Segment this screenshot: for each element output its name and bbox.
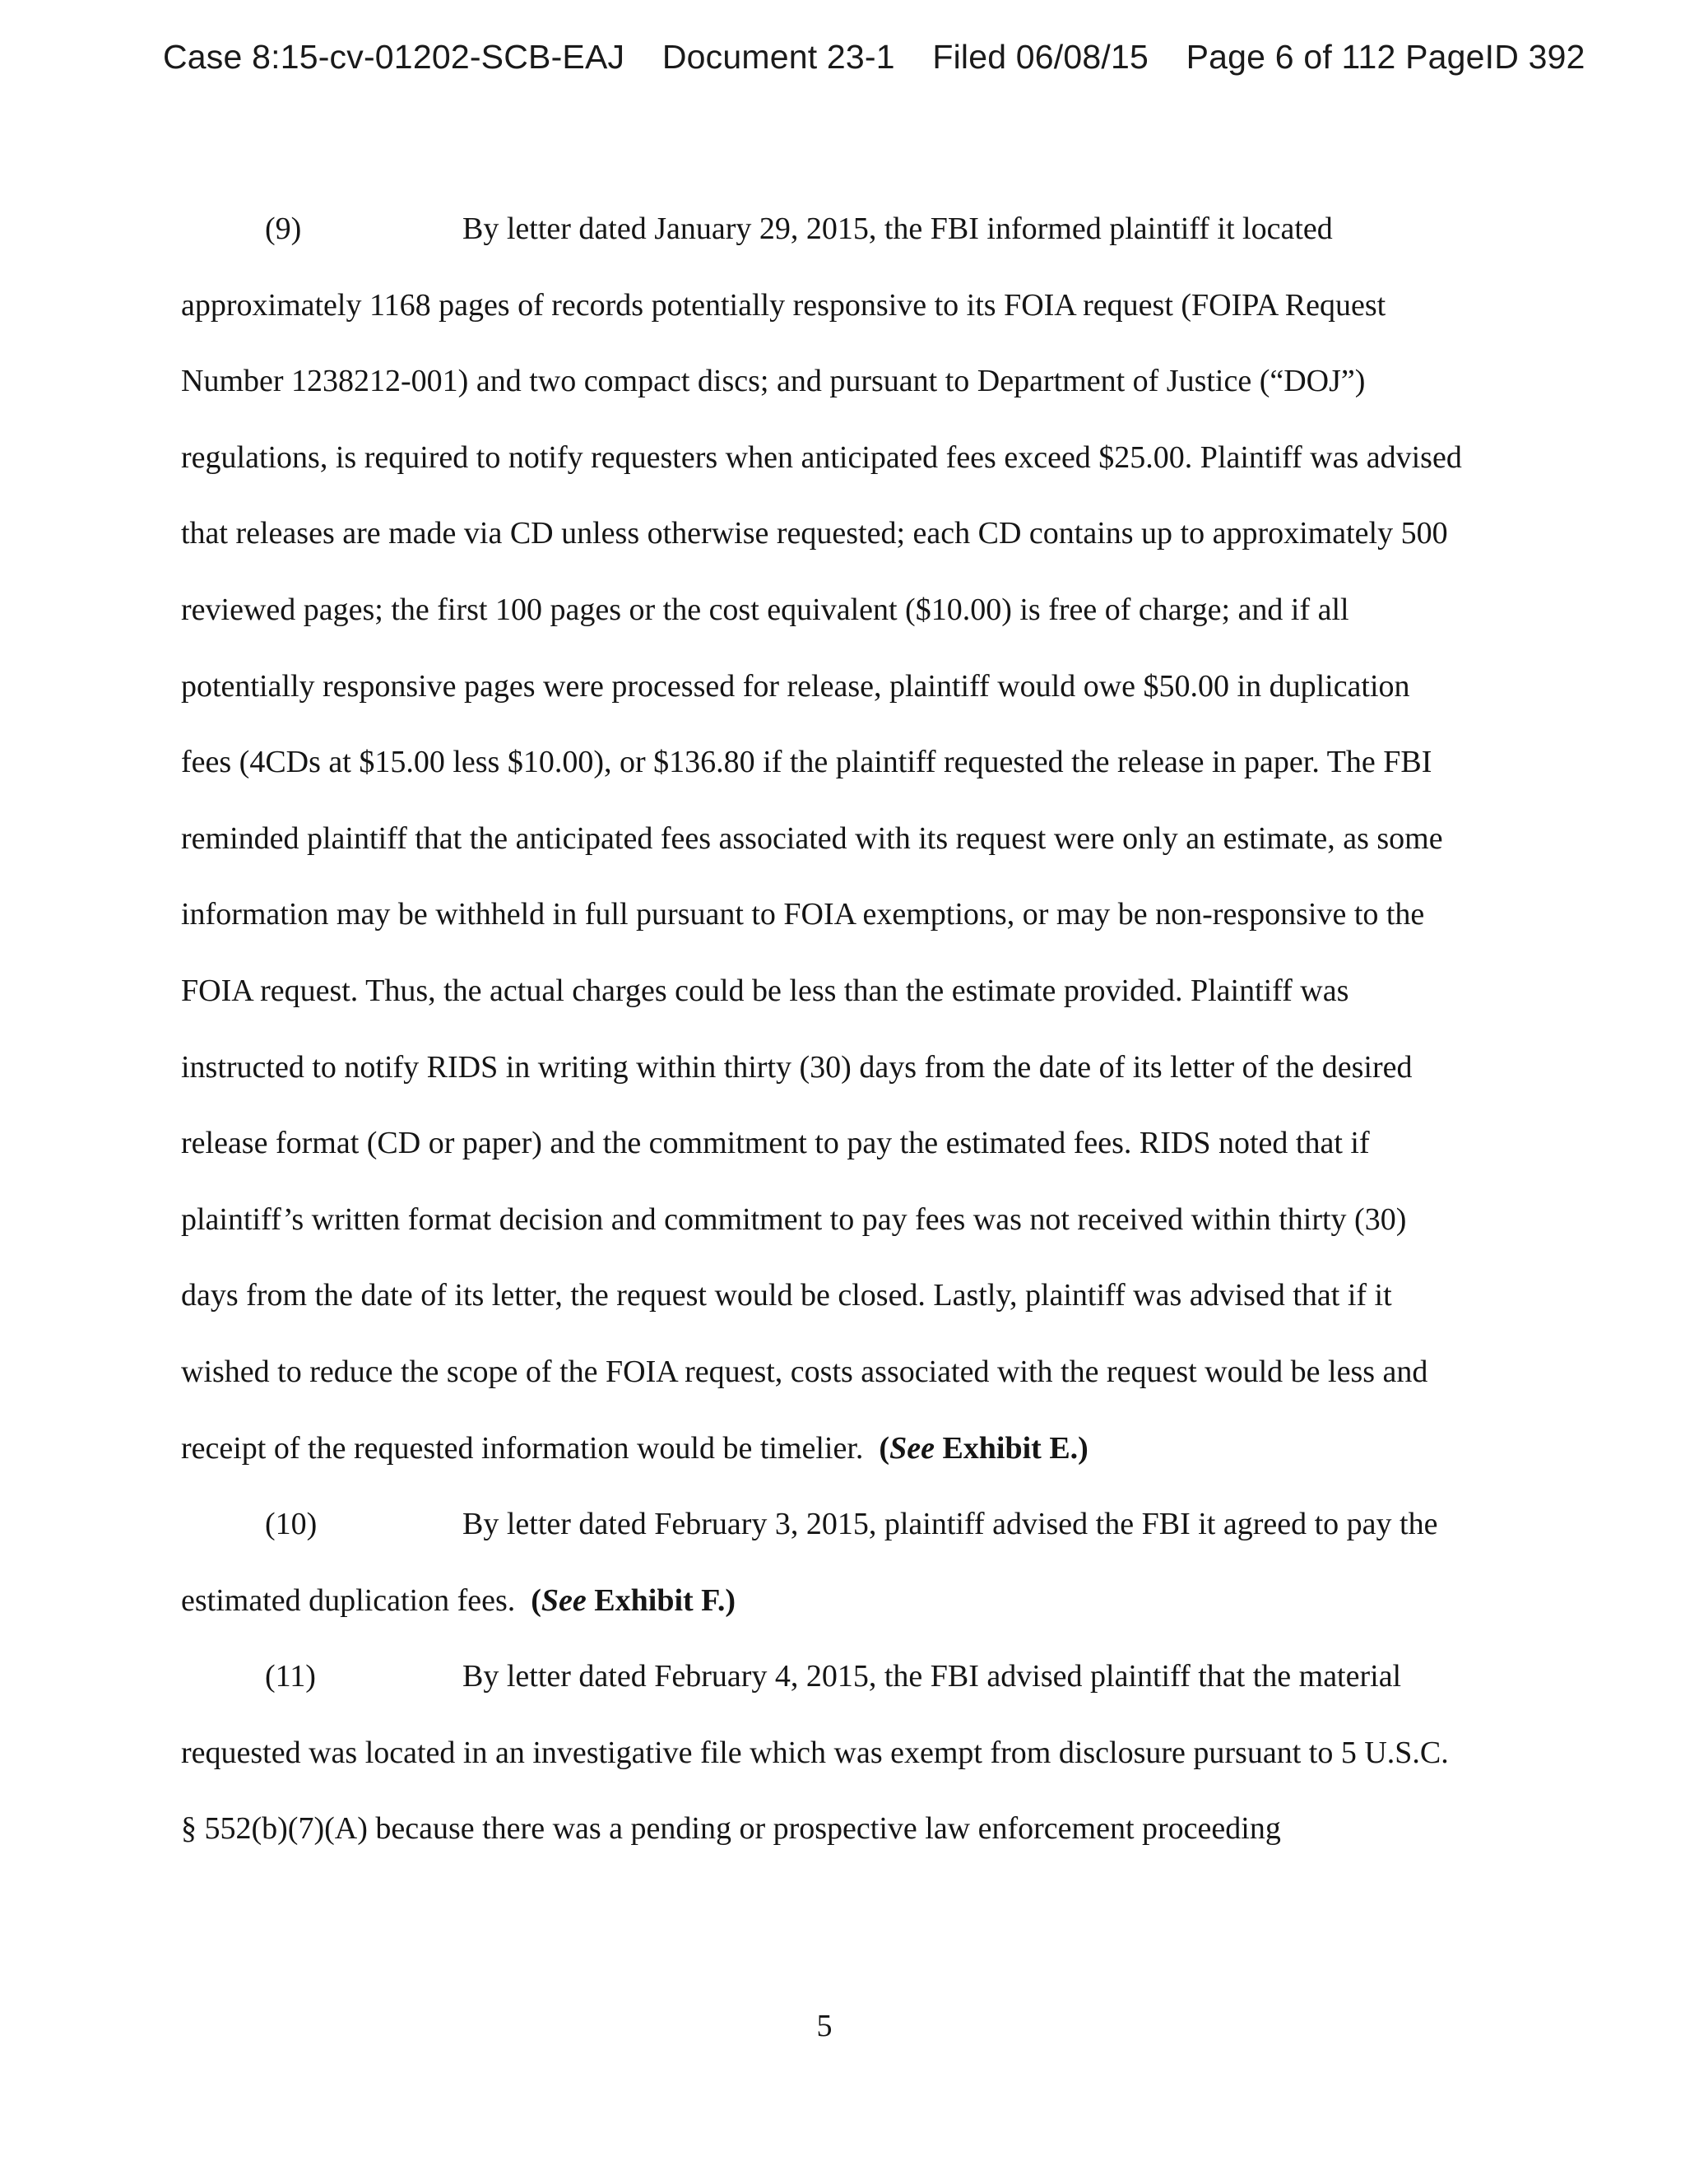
paragraph-number: (11) bbox=[265, 1659, 316, 1694]
paragraph-text: By letter dated February 4, 2015, the FBI advised plaintiff that the material requested was located in an investigative file which was exempt from disclosure pursuant to 5 U.S.C. § 552(b)(7)(A) because there was a pending or prospective law enforcement proceeding bbox=[181, 1659, 1449, 1847]
exhibit-reference bbox=[531, 1583, 736, 1618]
ref-see: See bbox=[889, 1430, 935, 1466]
paragraph-number: (10) bbox=[265, 1507, 318, 1542]
ref-exhibit: Exhibit F.) bbox=[586, 1582, 736, 1618]
paragraph-text: By letter dated January 29, 2015, the FBI informed plaintiff it located approximately 1168 pages of records potentially responsive to its FOIA request (FOIPA Request Number 1238212-001) and two compact discs; and pursuant to Department of Justice (“DOJ”) regulations, is required to notify requesters when anticipated fees exceed $25.00. Plaintiff was advised that releases are made via CD unless otherwise requested; each CD contains up to approximately 500 reviewed pages; the first 100 pages or the cost equivalent ($10.00) is free of charge; and if all potentially responsive pages were processed for release, plaintiff would owe $50.00 in duplication fees (4CDs at $15.00 less $10.00), or $136.80 if the plaintiff requested the release in paper. The FBI reminded plaintiff that the anticipated fees associated with its request were only an estimate, as some information may be withheld in full pursuant to FOIA exemptions, or may be non-responsive to the FOIA request. Thus, the actual charges could be less than the estimate provided. Plaintiff was instructed to notify RIDS in writing within thirty (30) days from the date of its letter of the desired release format (CD or paper) and the commitment to pay the estimated fees. RIDS noted that if plaintiff’s written format decision and commitment to pay fees was not received within thirty (30) days from the date of its letter, the request would be closed. Lastly, plaintiff was advised that if it wished to reduce the scope of the FOIA request, costs associated with the request would be less and receipt of the requested information would be timelier. bbox=[181, 211, 1462, 1466]
ref-exhibit: Exhibit E.) bbox=[934, 1430, 1089, 1466]
page-id: Page 6 of 112 PageID 392 bbox=[1186, 38, 1585, 76]
paragraph-9 bbox=[181, 191, 1465, 1486]
paragraph-10 bbox=[181, 1486, 1465, 1638]
ref-open: ( bbox=[879, 1430, 890, 1466]
page-number: 5 bbox=[816, 2009, 833, 2043]
exhibit-reference bbox=[879, 1431, 1088, 1466]
paragraph-11 bbox=[181, 1638, 1465, 1867]
filed-date: Filed 06/08/15 bbox=[932, 38, 1149, 76]
document-body bbox=[181, 191, 1465, 1867]
document-number: Document 23-1 bbox=[661, 38, 895, 76]
case-number: Case 8:15-cv-01202-SCB-EAJ bbox=[163, 38, 625, 76]
paragraph-text: By letter dated February 3, 2015, plaintiff advised the FBI it agreed to pay the estimated duplication fees. bbox=[181, 1507, 1438, 1618]
ref-see: See bbox=[541, 1582, 587, 1618]
paragraph-number: (9) bbox=[265, 211, 302, 246]
case-header bbox=[163, 38, 1585, 77]
ref-open: ( bbox=[531, 1582, 541, 1618]
